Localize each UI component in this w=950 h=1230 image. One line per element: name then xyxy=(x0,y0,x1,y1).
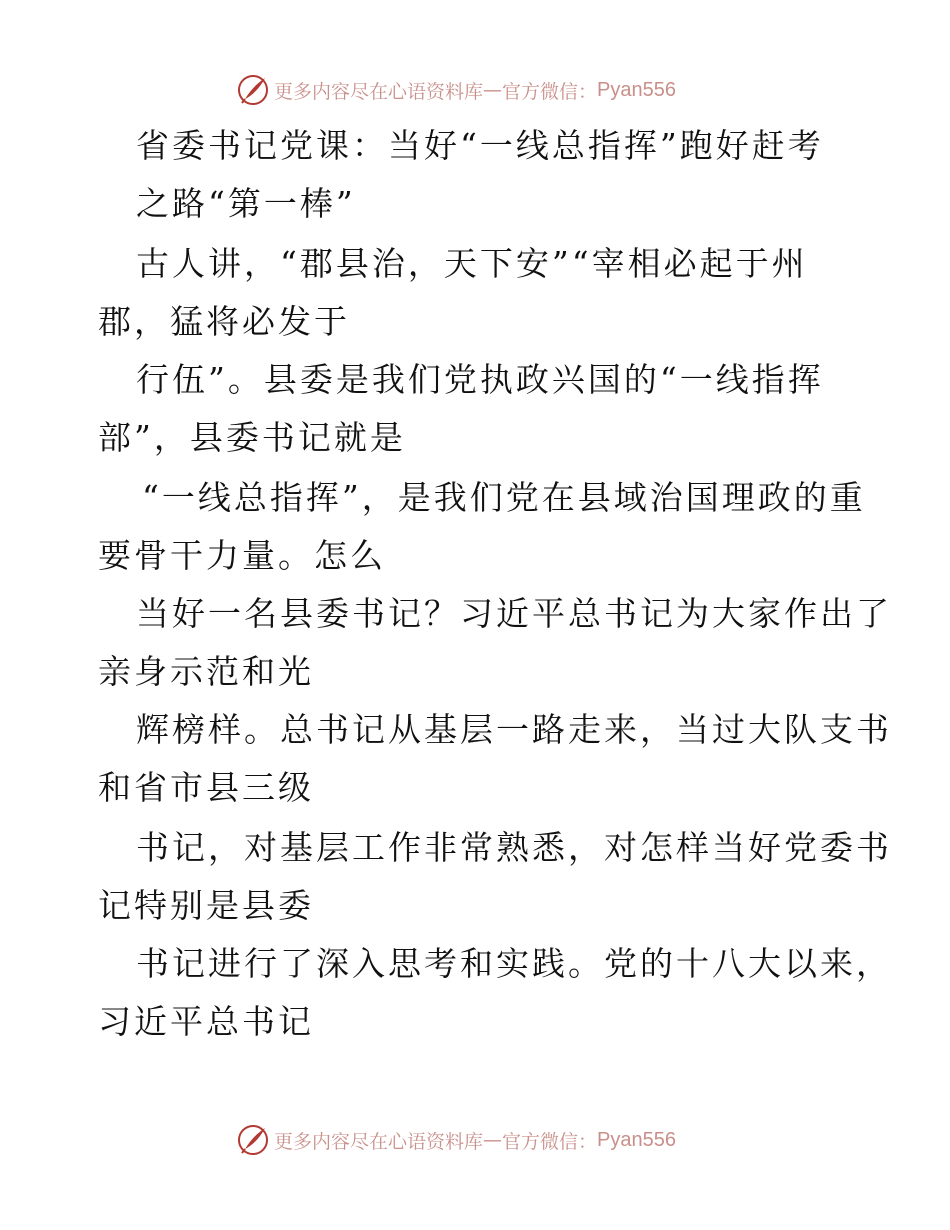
paragraph-line: 要骨干力量。怎么 xyxy=(98,536,386,575)
header-watermark xyxy=(236,72,676,108)
paragraph-line: 古人讲，“郡县治，天下安”“宰相必起于州 xyxy=(136,244,808,283)
watermark-text: 更多内容尽在心语资料库 xyxy=(274,80,484,103)
paragraph-line: 亲身示范和光 xyxy=(98,652,314,691)
paragraph-line: 当好一名县委书记？习近平总书记为大家作出了 xyxy=(136,594,892,633)
watermark-contact-id: Pyan556 xyxy=(597,78,676,101)
paragraph-line: 辉榜样。总书记从基层一路走来，当过大队支书 xyxy=(136,710,892,749)
paragraph-line: 书记，对基层工作非常熟悉，对怎样当好党委书 xyxy=(136,828,892,867)
paragraph-line: 和省市县三级 xyxy=(98,768,314,807)
watermark-contact-label: 官方微信： xyxy=(502,80,598,103)
paragraph-line: 行伍”。县委是我们党执政兴国的“一线指挥 xyxy=(136,360,824,399)
paragraph-line: 部”，县委书记就是 xyxy=(98,418,406,457)
watermark-contact-label: 官方微信： xyxy=(502,1130,598,1153)
paragraph-line: “一线总指挥”，是我们党在县域治国理政的重 xyxy=(142,478,866,517)
paragraph-line: 习近平总书记 xyxy=(98,1002,314,1041)
paragraph-line: 书记进行了深入思考和实践。党的十八大以来， xyxy=(136,944,892,983)
feather-quill-logo-icon xyxy=(236,1123,270,1157)
watermark-separator: — xyxy=(483,1129,503,1151)
watermark-contact-id: Pyan556 xyxy=(597,1128,676,1151)
paragraph-line: 郡，猛将必发于 xyxy=(98,302,350,341)
title-line: 省委书记党课：当好“一线总指挥”跑好赶考 xyxy=(136,126,824,165)
watermark-separator: — xyxy=(483,79,503,101)
footer-watermark xyxy=(236,1122,676,1158)
watermark-text: 更多内容尽在心语资料库 xyxy=(274,1130,484,1153)
title-line: 之路“第一棒” xyxy=(136,184,356,223)
feather-quill-logo-icon xyxy=(236,73,270,107)
paragraph-line: 记特别是县委 xyxy=(98,886,314,925)
